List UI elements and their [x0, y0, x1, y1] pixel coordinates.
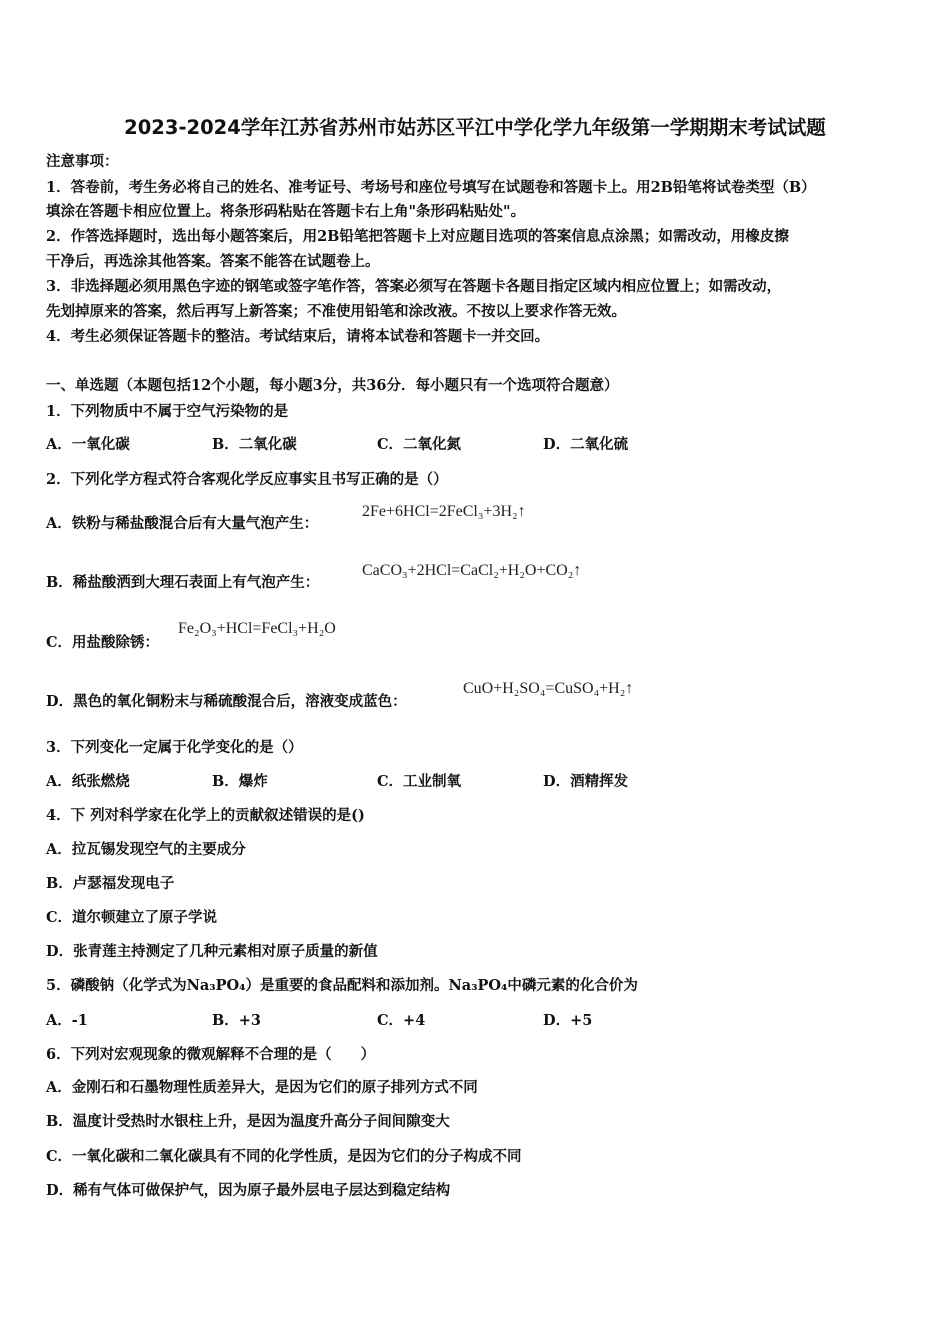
option-c: C．工业制氧 — [377, 773, 462, 790]
notice-line: 干净后，再选涂其他答案。答案不能答在试题卷上。 — [46, 253, 380, 270]
notice-line: 先划掉原来的答案，然后再写上新答案；不准使用铅笔和涂改液。不按以上要求作答无效。 — [46, 303, 626, 320]
notice-line: 填涂在答题卡相应位置上。将条形码粘贴在答题卡右上角"条形码粘贴处"。 — [46, 203, 526, 220]
notice-heading: 注意事项： — [46, 153, 119, 170]
notice-line: 1．答卷前，考生务必将自己的姓名、准考证号、考场号和座位号填写在试题卷和答题卡上。用2B铅笔将试卷类型（B） — [46, 179, 816, 196]
option-c-equation: Fe₂O₃+HCl=FeCl₃+H₂O — [178, 620, 336, 637]
option-a: A．纸张燃烧 — [46, 773, 130, 790]
option-b-equation: CaCO₃+2HCl=CaCl₂+H₂O+CO₂↑ — [362, 562, 582, 579]
question-stem: 3．下列变化一定属于化学变化的是（） — [46, 739, 303, 756]
option-c: C．+4 — [377, 1012, 426, 1029]
question-stem: 5．磷酸钠（化学式为Na₃PO₄）是重要的食品配料和添加剂。Na₃PO₄中磷元素的化合价为 — [46, 977, 638, 994]
question-stem: 6．下列对宏观现象的微观解释不合理的是（ ） — [46, 1046, 376, 1063]
question-stem: 4．下 列对科学家在化学上的贡献叙述错误的是() — [46, 807, 365, 824]
option-b: B．+3 — [212, 1012, 261, 1029]
option-a: A．拉瓦锡发现空气的主要成分 — [46, 841, 246, 858]
notice-line: 4．考生必须保证答题卡的整洁。考试结束后，请将本试卷和答题卡一并交回。 — [46, 328, 550, 345]
notice-line: 2．作答选择题时，选出每小题答案后，用2B铅笔把答题卡上对应题目选项的答案信息点涂黑；如需改动，用橡皮擦 — [46, 228, 789, 245]
option-a-equation: 2Fe+6HCl=2FeCl₃+3H₂↑ — [362, 503, 526, 520]
option-a: A．金刚石和石墨物理性质差异大，是因为它们的原子排列方式不同 — [46, 1079, 478, 1096]
option-d: D．+5 — [543, 1012, 593, 1029]
exam-title: 2023-2024学年江苏省苏州市姑苏区平江中学化学九年级第一学期期末考试试题 — [124, 116, 826, 139]
option-a: A．-1 — [46, 1012, 88, 1029]
option-c-text: C．用盐酸除锈： — [46, 634, 160, 651]
option-b: B．卢瑟福发现电子 — [46, 875, 175, 892]
option-c: C．一氧化碳和二氧化碳具有不同的化学性质，是因为它们的分子构成不同 — [46, 1148, 522, 1165]
option-d: D．张青莲主持测定了几种元素相对原子质量的新值 — [46, 943, 378, 960]
option-d: D．二氧化硫 — [543, 436, 629, 453]
option-d-equation: CuO+H₂SO₄=CuSO₄+H₂↑ — [463, 680, 634, 697]
section-heading: 一、单选题（本题包括12个小题，每小题3分，共36分．每小题只有一个选项符合题意） — [46, 377, 619, 394]
option-d: D．酒精挥发 — [543, 773, 629, 790]
option-b: B．二氧化碳 — [212, 436, 297, 453]
question-stem: 2．下列化学方程式符合客观化学反应事实且书写正确的是（） — [46, 471, 448, 488]
question-stem: 1．下列物质中不属于空气污染物的是 — [46, 403, 289, 420]
notice-line: 3．非选择题必须用黑色字迹的钢笔或签字笔作答，答案必须写在答题卡各题目指定区域内相应位置上；如需改动， — [46, 278, 782, 295]
option-c: C．二氧化氮 — [377, 436, 462, 453]
option-b: B．爆炸 — [212, 773, 268, 790]
option-d: D．稀有气体可做保护气，因为原子最外层电子层达到稳定结构 — [46, 1182, 451, 1199]
option-c: C．道尔顿建立了原子学说 — [46, 909, 218, 926]
option-b: B．温度计受热时水银柱上升，是因为温度升高分子间间隙变大 — [46, 1113, 450, 1130]
option-d-text: D．黑色的氧化铜粉末与稀硫酸混合后，溶液变成蓝色： — [46, 693, 407, 710]
option-b-text: B．稀盐酸洒到大理石表面上有气泡产生： — [46, 574, 320, 591]
option-a: A．一氧化碳 — [46, 436, 130, 453]
option-a-text: A．铁粉与稀盐酸混合后有大量气泡产生： — [46, 515, 319, 532]
